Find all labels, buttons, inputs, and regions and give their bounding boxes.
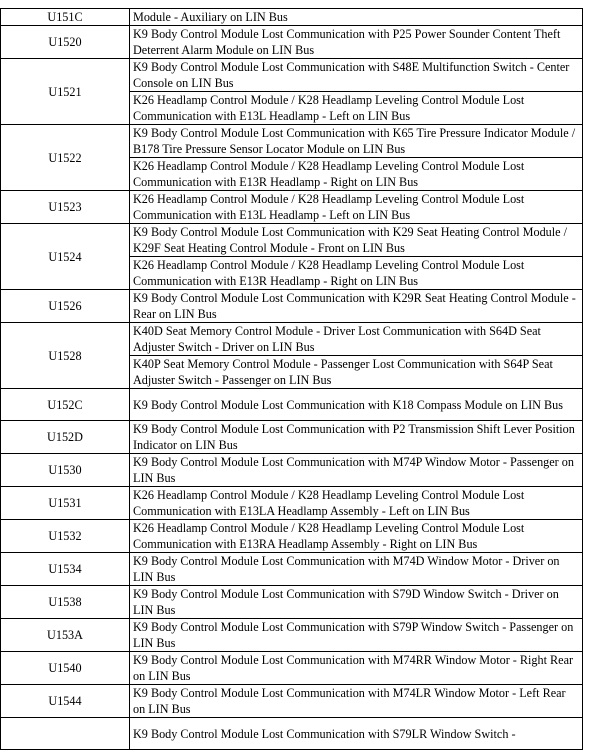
table-row	[1, 389, 583, 421]
dtc-table	[0, 8, 583, 750]
table-row	[1, 290, 583, 323]
dtc-code-cell	[1, 718, 130, 750]
dtc-code-cell: U1528	[1, 323, 130, 389]
dtc-description-cell: K9 Body Control Module Lost Communication with K29 Seat Heating Control Module / K29F Seat Heating Control Module - Front on LIN Bus	[130, 224, 583, 257]
dtc-code-cell: U1531	[1, 487, 130, 520]
dtc-code-cell: U1540	[1, 652, 130, 685]
dtc-code-cell: U151C	[1, 9, 130, 26]
dtc-description-cell: K9 Body Control Module Lost Communication with S48E Multifunction Switch - Center Console on LIN Bus	[130, 59, 583, 92]
table-row	[1, 224, 583, 257]
dtc-description-cell: K26 Headlamp Control Module / K28 Headlamp Leveling Control Module Lost Communication with E13LA Headlamp Assembly - Left on LIN Bus	[130, 487, 583, 520]
table-row	[1, 487, 583, 520]
dtc-table-body	[1, 9, 583, 750]
table-row	[1, 59, 583, 92]
dtc-description-cell: K9 Body Control Module Lost Communication with K29R Seat Heating Control Module - Rear on LIN Bus	[130, 290, 583, 323]
dtc-code-cell: U152C	[1, 389, 130, 421]
dtc-code-cell: U1520	[1, 26, 130, 59]
dtc-description-cell: K9 Body Control Module Lost Communication with M74P Window Motor - Passenger on LIN Bus	[130, 454, 583, 487]
dtc-description-cell: K9 Body Control Module Lost Communication with K65 Tire Pressure Indicator Module / B178 Tire Pressure Sensor Locator Module on LIN Bus	[130, 125, 583, 158]
table-row	[1, 454, 583, 487]
dtc-description-cell: K9 Body Control Module Lost Communication with M74LR Window Motor - Left Rear on LIN Bus	[130, 685, 583, 718]
dtc-code-cell: U1526	[1, 290, 130, 323]
table-row	[1, 586, 583, 619]
table-row	[1, 553, 583, 586]
dtc-description-cell: K26 Headlamp Control Module / K28 Headlamp Leveling Control Module Lost Communication with E13R Headlamp - Right on LIN Bus	[130, 158, 583, 191]
dtc-code-cell: U1523	[1, 191, 130, 224]
table-row	[1, 652, 583, 685]
dtc-code-cell: U1524	[1, 224, 130, 290]
dtc-code-cell: U1530	[1, 454, 130, 487]
dtc-code-cell: U1522	[1, 125, 130, 191]
dtc-code-cell: U1534	[1, 553, 130, 586]
table-row	[1, 421, 583, 454]
table-row	[1, 718, 583, 750]
dtc-code-cell: U153A	[1, 619, 130, 652]
table-row	[1, 685, 583, 718]
dtc-description-cell: K9 Body Control Module Lost Communication with S79D Window Switch - Driver on LIN Bus	[130, 586, 583, 619]
dtc-description-cell: K26 Headlamp Control Module / K28 Headlamp Leveling Control Module Lost Communication with E13L Headlamp - Left on LIN Bus	[130, 92, 583, 125]
table-row	[1, 26, 583, 59]
dtc-description-cell: K9 Body Control Module Lost Communication with P2 Transmission Shift Lever Position Indicator on LIN Bus	[130, 421, 583, 454]
dtc-description-cell: K9 Body Control Module Lost Communication with P25 Power Sounder Content Theft Deterrent Alarm Module on LIN Bus	[130, 26, 583, 59]
table-row	[1, 125, 583, 158]
dtc-code-cell: U152D	[1, 421, 130, 454]
dtc-code-cell: U1544	[1, 685, 130, 718]
table-row	[1, 9, 583, 26]
dtc-description-cell: K9 Body Control Module Lost Communication with M74RR Window Motor - Right Rear on LIN Bus	[130, 652, 583, 685]
dtc-description-cell: K26 Headlamp Control Module / K28 Headlamp Leveling Control Module Lost Communication with E13RA Headlamp Assembly - Right on LIN Bus	[130, 520, 583, 553]
dtc-description-cell: Module - Auxiliary on LIN Bus	[130, 9, 583, 26]
dtc-code-cell: U1521	[1, 59, 130, 125]
dtc-description-cell: K9 Body Control Module Lost Communication with K18 Compass Module on LIN Bus	[130, 389, 583, 421]
dtc-description-cell: K26 Headlamp Control Module / K28 Headlamp Leveling Control Module Lost Communication with E13L Headlamp - Left on LIN Bus	[130, 191, 583, 224]
dtc-description-cell: K9 Body Control Module Lost Communication with M74D Window Motor - Driver on LIN Bus	[130, 553, 583, 586]
table-row	[1, 619, 583, 652]
table-row	[1, 323, 583, 356]
dtc-code-cell: U1538	[1, 586, 130, 619]
dtc-description-cell: K9 Body Control Module Lost Communication with S79P Window Switch - Passenger on LIN Bus	[130, 619, 583, 652]
dtc-description-cell: K40P Seat Memory Control Module - Passenger Lost Communication with S64P Seat Adjuster Switch - Passenger on LIN Bus	[130, 356, 583, 389]
table-row	[1, 520, 583, 553]
dtc-description-cell: K40D Seat Memory Control Module - Driver Lost Communication with S64D Seat Adjuster Switch - Driver on LIN Bus	[130, 323, 583, 356]
table-row	[1, 191, 583, 224]
dtc-description-cell: K26 Headlamp Control Module / K28 Headlamp Leveling Control Module Lost Communication with E13R Headlamp - Right on LIN Bus	[130, 257, 583, 290]
dtc-code-cell: U1532	[1, 520, 130, 553]
dtc-description-cell: K9 Body Control Module Lost Communication with S79LR Window Switch -	[130, 718, 583, 750]
